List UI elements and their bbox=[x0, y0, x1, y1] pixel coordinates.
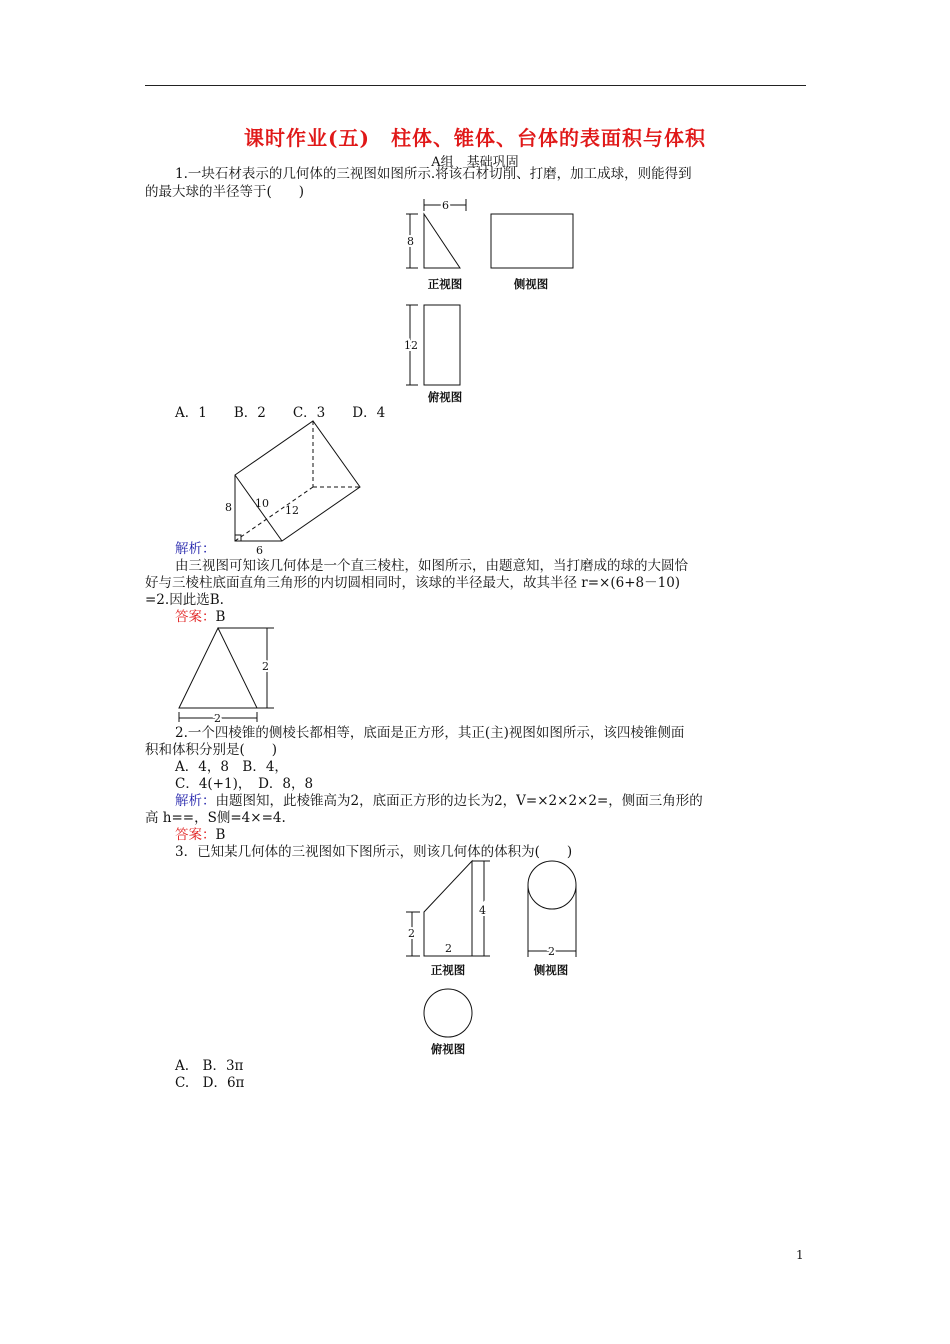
page-number: 1 bbox=[796, 1248, 804, 1262]
q1-prism-figure bbox=[220, 415, 365, 555]
q3-options-line2: C. D．6π bbox=[175, 1075, 245, 1091]
q3-side-caption: 侧视图 bbox=[533, 963, 569, 977]
q1-analysis-line1: 由三视图可知该几何体是一个直三棱柱，如图所示，由题意知，当打磨成的球的大圆恰 bbox=[175, 558, 688, 574]
q2-answer-label: 答案： bbox=[175, 827, 216, 843]
q1-front-view bbox=[406, 199, 466, 268]
page-title: 课时作业(五) 柱体、锥体、台体的表面积与体积 bbox=[244, 126, 706, 150]
q1-answer-value: B bbox=[215, 609, 226, 625]
q3-three-view-figure bbox=[400, 855, 590, 1045]
q3-dim-2-side: 2 bbox=[548, 945, 555, 958]
header-rule bbox=[145, 85, 806, 86]
q1-side-view bbox=[491, 214, 573, 268]
q1-front-caption: 正视图 bbox=[427, 277, 463, 291]
section-subtitle: A组 基础巩固 bbox=[431, 155, 519, 170]
q2-stem-line1: 2.一个四棱锥的侧棱长都相等，底面是正方形，其正(主)视图如图所示，该四棱锥侧面 bbox=[175, 725, 685, 741]
q2-analysis-label: 解析： bbox=[175, 793, 216, 809]
q2-options-line1: A．4，8 B．4， bbox=[175, 759, 288, 775]
q3-dim-4: 4 bbox=[479, 904, 486, 917]
prism-label-12: 12 bbox=[285, 504, 299, 517]
q1-options: A．1 B．2 C．3 D．4 bbox=[175, 405, 386, 421]
prism-label-6: 6 bbox=[256, 544, 263, 555]
q3-dim-2-base: 2 bbox=[445, 942, 452, 955]
q2-answer-value: B bbox=[215, 827, 226, 843]
q1-dim-8: 8 bbox=[407, 235, 414, 248]
q1-top-caption: 俯视图 bbox=[427, 390, 463, 404]
q1-dim-6: 6 bbox=[442, 199, 449, 212]
q2-analysis-line1-row bbox=[175, 793, 703, 810]
prism-label-8: 8 bbox=[225, 501, 232, 514]
q2-answer bbox=[175, 827, 225, 844]
q2-stem-line2: 积和体积分别是( ) bbox=[145, 742, 278, 758]
q1-analysis-label: 解析： bbox=[175, 541, 216, 557]
q1-three-view-figure bbox=[400, 195, 585, 410]
q1-side-caption: 侧视图 bbox=[513, 277, 549, 291]
q3-side-view bbox=[528, 861, 576, 957]
q2-dim-base: 2 bbox=[214, 712, 221, 725]
q1-stem-line2: 的最大球的半径等于( ) bbox=[145, 184, 305, 200]
q3-stem: 3．已知某几何体的三视图如下图所示，则该几何体的体积为( ) bbox=[175, 844, 573, 860]
q1-analysis-line2: 好与三棱柱底面直角三角形的内切圆相同时，该球的半径最大，故其半径 r=×(6+8－10) bbox=[145, 575, 681, 591]
q2-analysis-line1: 由题图知，此棱锥高为2，底面正方形的边长为2，V=×2×2×2=，侧面三角形的 bbox=[215, 793, 703, 809]
q3-options-line1: A. B．3π bbox=[175, 1058, 244, 1074]
q3-top-view bbox=[424, 989, 472, 1037]
q3-dim-2-left: 2 bbox=[408, 927, 415, 940]
q2-dim-height: 2 bbox=[262, 660, 269, 673]
q2-options-line2: C．4(+1)， D．8，8 bbox=[175, 776, 314, 792]
q2-analysis-line2: 高 h==，S侧=4×=4. bbox=[145, 810, 286, 826]
q3-front-caption: 正视图 bbox=[430, 963, 466, 977]
q1-dim-12: 12 bbox=[404, 339, 418, 352]
q2-front-view-figure bbox=[170, 622, 280, 725]
q3-top-caption: 俯视图 bbox=[430, 1042, 466, 1056]
q1-analysis-line3: =2.因此选B. bbox=[145, 592, 224, 608]
prism-label-10: 10 bbox=[255, 497, 269, 510]
q1-stem-line1: 1.一块石材表示的几何体的三视图如图所示.将该石材切削、打磨，加工成球，则能得到 bbox=[175, 166, 692, 182]
q1-answer-label: 答案： bbox=[175, 609, 216, 625]
